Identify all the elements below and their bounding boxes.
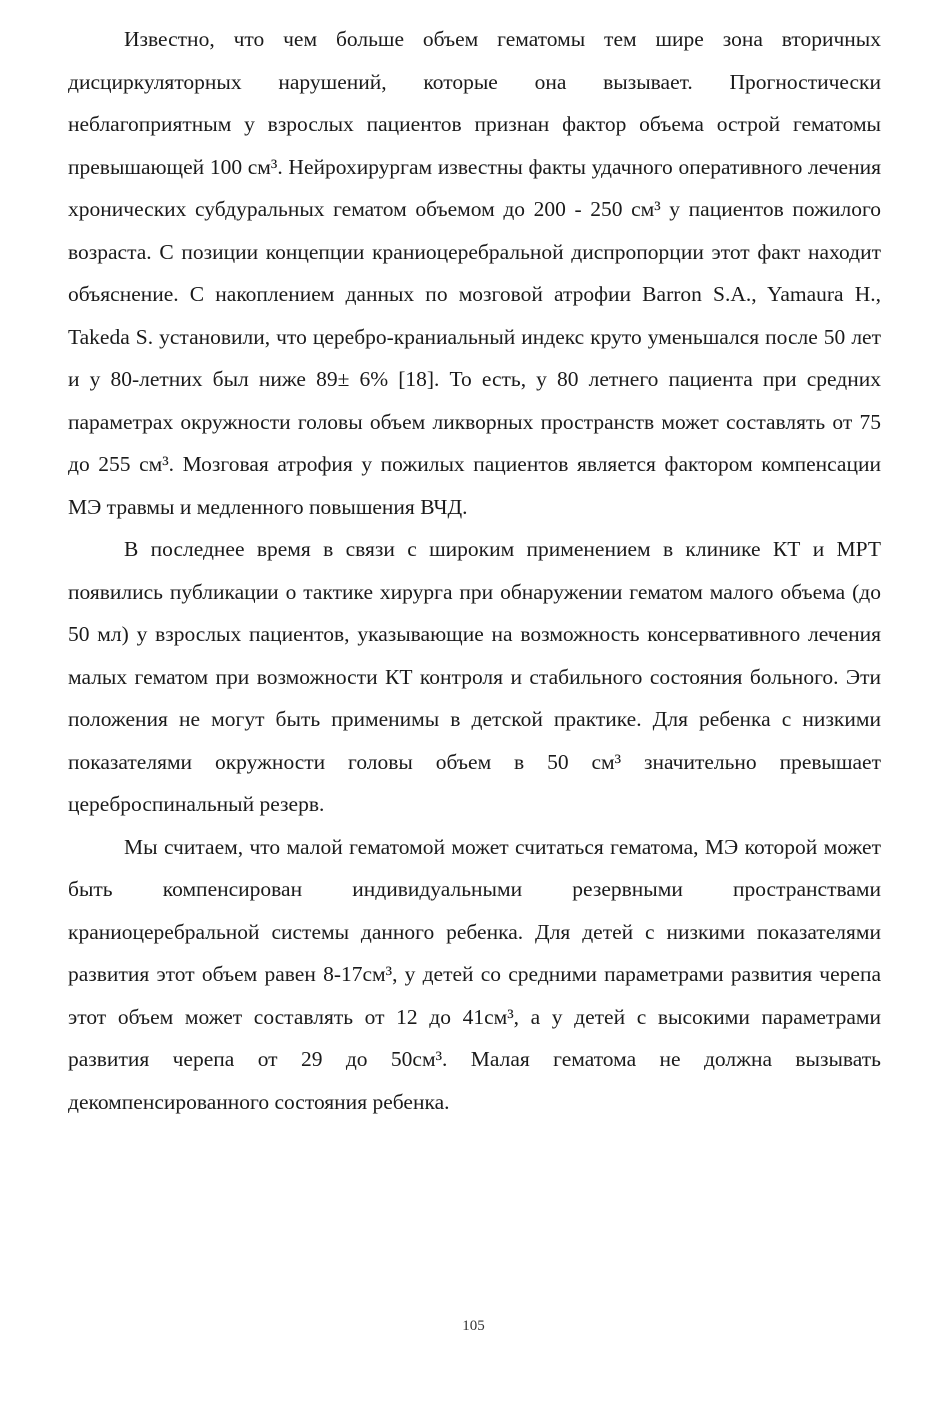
- document-page: [68, 18, 881, 1123]
- paragraph-2: В последнее время в связи с широким применением в клинике КТ и МРТ появились публикации о тактике хирурга при обнаружении гематом малого объема (до 50 мл) у взрослых пациентов, указывающие на возможность консервативного лечения малых гематом при возможности КТ контроля и стабильного состояния больного. Эти положения не могут быть применимы в детской практике. Для ребенка с низкими показателями окружности головы объем в 50 см³ значительно превышает цереброспинальный резерв.: [68, 537, 881, 816]
- page-number: 105: [462, 1318, 485, 1334]
- paragraph-3: Мы считаем, что малой гематомой может считаться гематома, МЭ которой может быть компенсирован индивидуальными резервными пространствами краниоцеребральной системы данного ребенка. Для детей с низкими показателями развития этот объем равен 8-17см³, у детей со средними параметрами развития черепа этот объем может составлять от 12 до 41см³, а у детей с высокими параметрами развития черепа от 29 до 50см³. Малая гематома не должна вызывать декомпенсированного состояния ребенка.: [68, 834, 881, 1114]
- paragraph-1: Известно, что чем больше объем гематомы тем шире зона вторичных дисциркуляторных нарушений, которые она вызывает. Прогностически неблагоприятным у взрослых пациентов признан фактор объема острой гематомы превышающей 100 см³. Нейрохирургам известны факты удачного оперативного лечения хронических субдуральных гематом объемом до 200 - 250 см³ у пациентов пожилого возраста. С позиции концепции краниоцеребральной диспропорции этот факт находит объяснение. С накоплением данных по мозговой атрофии Barron S.A., Yamaura H., Takeda S. установили, что церебро-краниальный индекс круто уменьшался после 50 лет и у 80-летних был ниже 89± 6% [18]. То есть, у 80 летнего пациента при средних параметрах окружности головы объем ликворных пространств может составлять от 75 до 255 см³. Мозговая атрофия у пожилых пациентов является фактором компенсации МЭ травмы и медленного повышения ВЧД.: [68, 27, 881, 519]
